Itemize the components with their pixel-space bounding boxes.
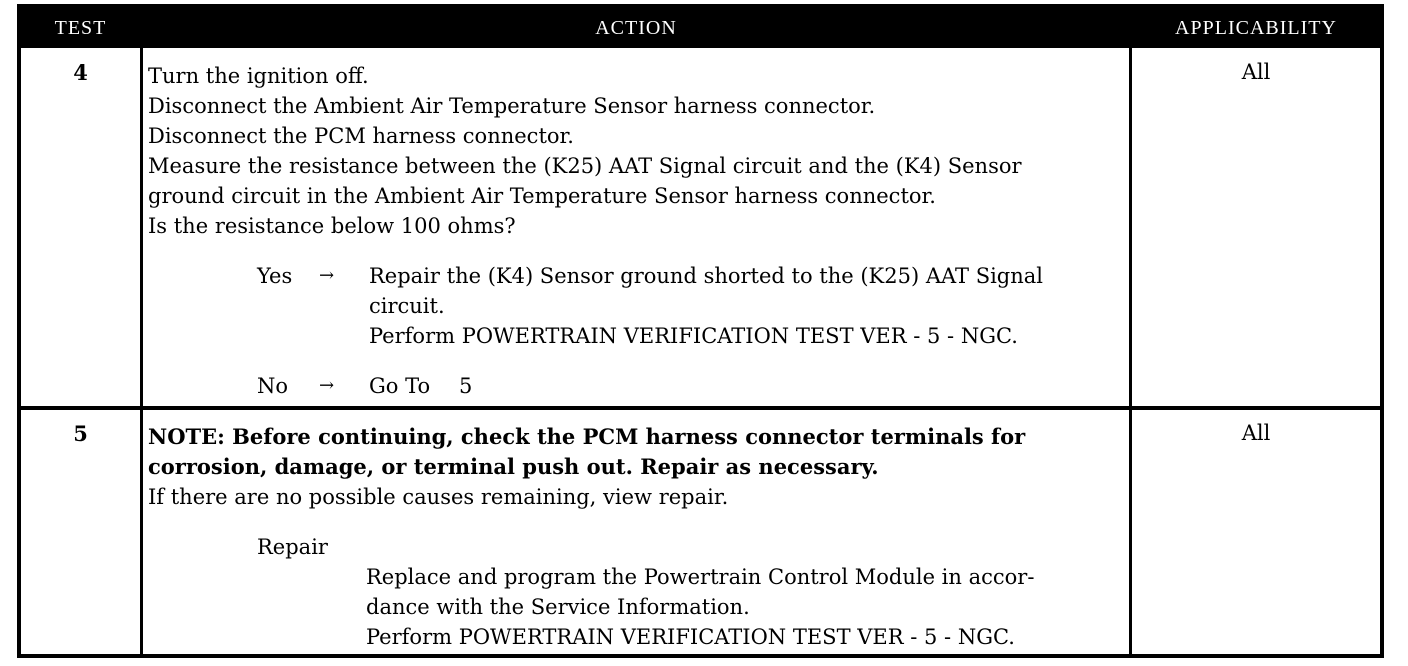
yes-arrow-icon: → [319,265,335,286]
repair-line: Perform POWERTRAIN VERIFICATION TEST VER - 5 - NGC. [366,625,1015,649]
repair-label: Repair [257,535,328,559]
action-line: If there are no possible causes remaining, view repair. [148,485,729,509]
column-divider [140,8,143,654]
yes-action-line: Repair the (K4) Sensor ground shorted to the (K25) AAT Signal [369,264,1044,288]
repair-line: Replace and program the Powertrain Control Module in accor- [366,565,1035,589]
applicability-value: All [1241,421,1271,445]
yes-action-line: Perform POWERTRAIN VERIFICATION TEST VER - 5 - NGC. [369,324,1018,348]
test-number: 4 [73,60,88,85]
no-action: Go To [369,374,431,398]
header-action: ACTION [595,17,677,39]
action-line: Turn the ignition off. [148,64,369,88]
row-divider [21,406,1380,410]
note-line: corrosion, damage, or terminal push out. Repair as necessary. [148,454,879,479]
no-label: No [257,374,289,398]
diagnostic-table [17,4,1384,658]
table-header [21,8,1380,48]
action-line: Disconnect the Ambient Air Temperature Sensor harness connector. [148,94,876,118]
no-arrow-icon: → [319,375,335,396]
yes-action-line: circuit. [369,294,445,318]
goto-target-link[interactable]: 5 [459,374,473,398]
yes-label: Yes [257,264,293,288]
header-test: TEST [54,17,107,39]
action-line: Disconnect the PCM harness connector. [148,124,574,148]
repair-line: dance with the Service Information. [366,595,750,619]
action-question: Is the resistance below 100 ohms? [148,214,516,238]
action-line: ground circuit in the Ambient Air Temperature Sensor harness connector. [148,184,936,208]
action-line: Measure the resistance between the (K25) AAT Signal circuit and the (K4) Sensor [148,154,1022,178]
column-divider [1129,8,1132,654]
note-line: NOTE: Before continuing, check the PCM harness connector terminals for [148,424,1026,449]
header-applicability: APPLICABILITY [1175,17,1337,39]
test-number: 5 [73,421,88,446]
applicability-value: All [1241,60,1271,84]
